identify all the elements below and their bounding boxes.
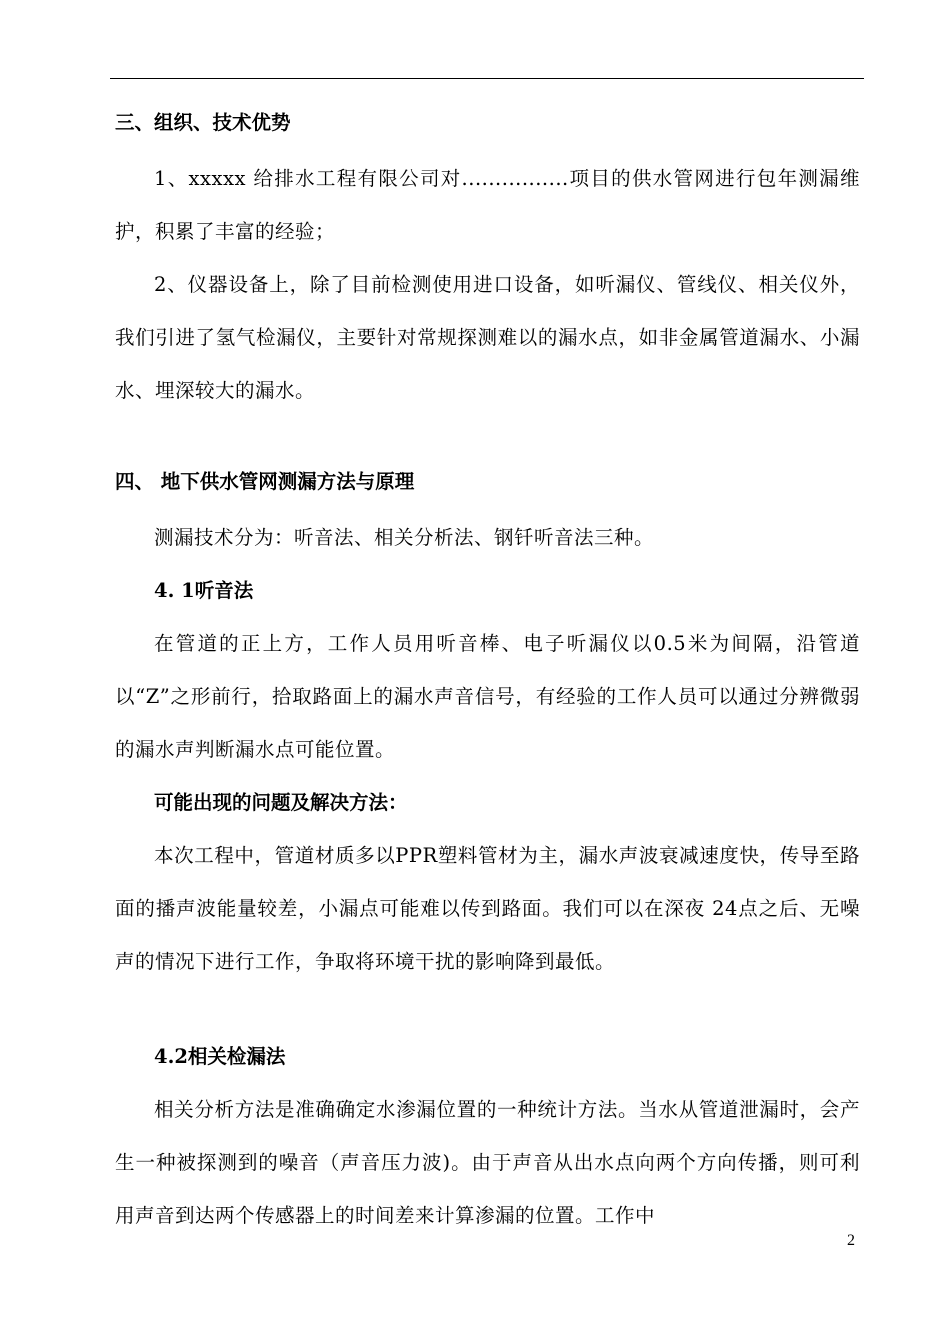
header-rule [110, 78, 864, 79]
section-4-intro: 测漏技术分为：听音法、相关分析法、钢钎听音法三种。 [154, 526, 655, 549]
document-body [115, 100, 860, 1242]
section-3-paragraph-1: 1、xxxxx 给排水工程有限公司对................项目的供水管网进行包年测漏维护，积累了丰富的经验； [115, 167, 860, 243]
subsection-4-1-paragraph: 在管道的正上方，工作人员用听音棒、电子听漏仪以0.5米为间隔，沿管道以“Z”之形前行，拾取路面上的漏水声音信号，有经验的工作人员可以通过分辨微弱的漏水声判断漏水点可能位置。 [115, 632, 860, 761]
section-3-paragraph-2: 2、仪器设备上，除了目前检测使用进口设备，如听漏仪、管线仪、相关仪外，我们引进了氢气检漏仪，主要针对常规探测难以的漏水点，如非金属管道漏水、小漏水、埋深较大的漏水。 [115, 273, 860, 402]
subsection-4-2-heading: 4.2相关检漏法 [154, 1045, 286, 1068]
subsection-4-2-paragraph: 相关分析方法是准确确定水渗漏位置的一种统计方法。当水从管道泄漏时，会产生一种被探测到的噪音（声音压力波)。由于声音从出水点向两个方向传播，则可利用声音到达两个传感器上的时间差来计算渗漏的位置。工作中 [115, 1098, 860, 1227]
section-3-heading: 三、组织、技术优势 [115, 111, 291, 134]
problems-paragraph: 本次工程中，管道材质多以PPR塑料管材为主，漏水声波衰减速度快，传导至路面的播声波能量较差，小漏点可能难以传到路面。我们可以在深夜 24点之后、无噪声的情况下进行工作，争取将环境干扰的影响降到最低。 [115, 844, 860, 973]
page-number: 2 [847, 1232, 855, 1249]
section-4-heading: 四、 地下供水管网测漏方法与原理 [115, 470, 415, 493]
subsection-4-1-heading: 4. 1听音法 [154, 579, 254, 602]
problems-heading: 可能出现的问题及解决方法： [154, 791, 408, 814]
